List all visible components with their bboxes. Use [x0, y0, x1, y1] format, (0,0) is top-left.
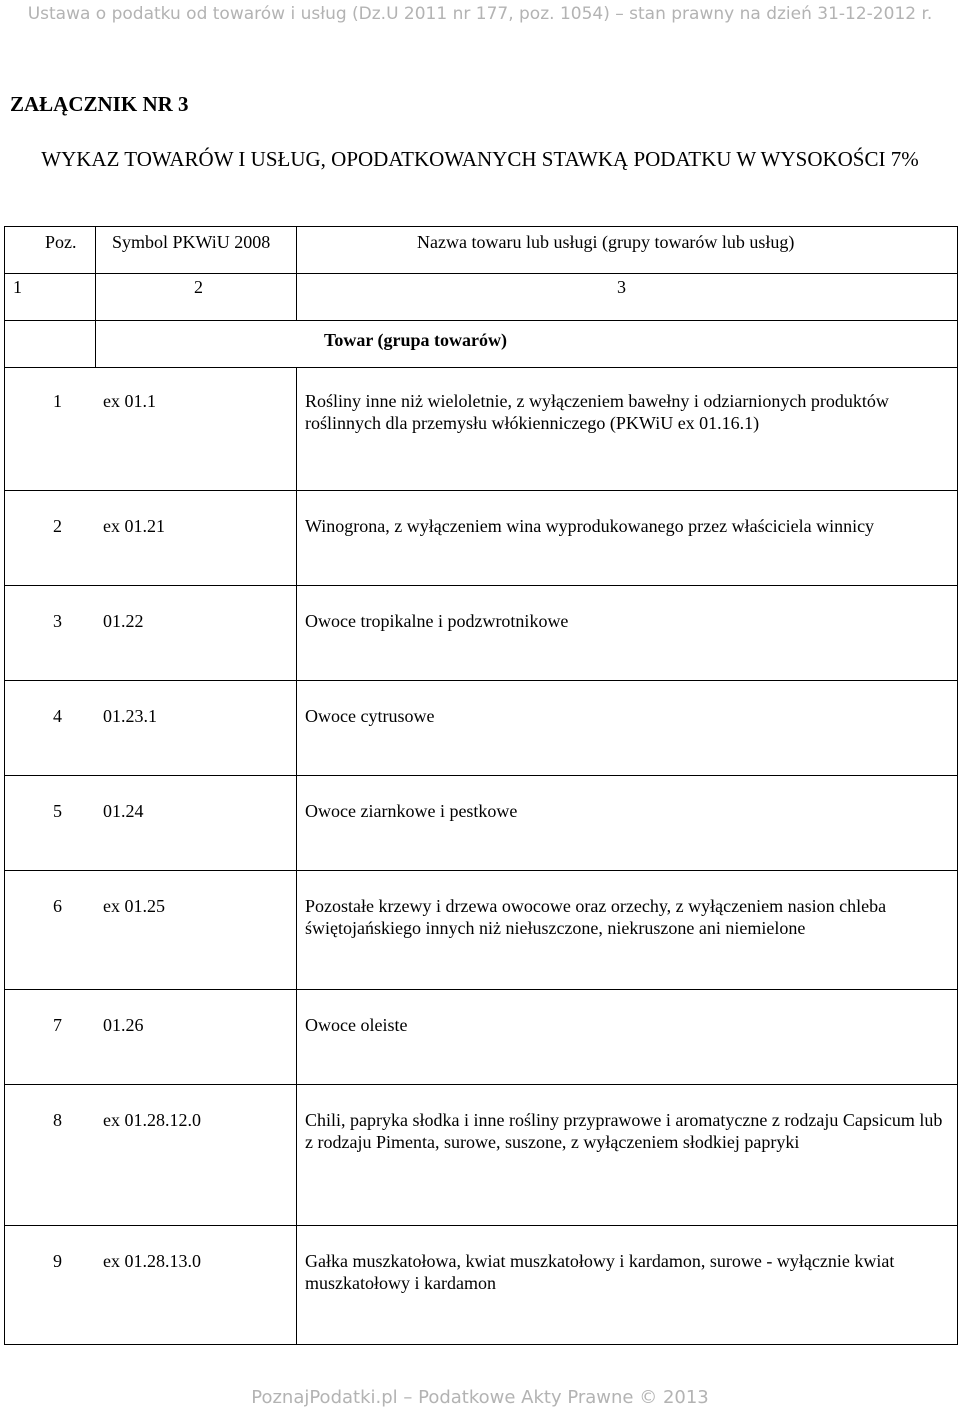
- table-row: [5, 586, 958, 681]
- row-name: Pozostałe krzewy i drzewa owocowe oraz orzechy, z wyłączeniem nasion chleba świętojańskiego innych niż niełuszczone, niekruszone ani niemielone: [297, 871, 958, 990]
- row-pos-symbol: 9 ex 01.28.13.0: [5, 1226, 297, 1345]
- row-pos-symbol: 2 ex 01.21: [5, 491, 297, 586]
- table-row: [5, 871, 958, 990]
- column-number-1: 1: [5, 274, 96, 321]
- group-label-cell: [96, 321, 958, 368]
- goods-table: [4, 226, 958, 1345]
- header-pos: Poz.: [5, 227, 96, 274]
- row-pos-symbol: 3 01.22: [5, 586, 297, 681]
- table-row: [5, 1226, 958, 1345]
- row-pos-symbol: 6 ex 01.25: [5, 871, 297, 990]
- row-name: Owoce cytrusowe: [297, 681, 958, 776]
- table-row: [5, 1085, 958, 1226]
- footer-note: PoznajPodatki.pl – Podatkowe Akty Prawne © 2013: [251, 1387, 709, 1408]
- row-name: Chili, papryka słodka i inne rośliny przyprawowe i aromatyczne z rodzaju Capsicum lub z rodzaju Pimenta, surowe, suszone, z wyłączeniem słodkiej papryki: [297, 1085, 958, 1226]
- header-symbol: Symbol PKWiU 2008: [96, 227, 297, 274]
- group-empty-cell: [5, 321, 96, 368]
- header-note: Ustawa o podatku od towarów i usług (Dz.U 2011 nr 177, poz. 1054) – stan prawny na dzień 31-12-2012 r.: [27, 4, 933, 24]
- row-pos-symbol: 8 ex 01.28.12.0: [5, 1085, 297, 1226]
- row-pos-symbol: 1 ex 01.1: [5, 368, 297, 491]
- table-row: [5, 368, 958, 491]
- document-title: WYKAZ TOWARÓW I USŁUG, OPODATKOWANYCH STAWKĄ PODATKU W WYSOKOŚCI 7%: [41, 147, 919, 171]
- table-row: [5, 491, 958, 586]
- row-pos-symbol: 4 01.23.1: [5, 681, 297, 776]
- table-row: [5, 681, 958, 776]
- group-label: Towar (grupa towarów): [324, 330, 507, 350]
- header-name: Nazwa towaru lub usługi (grupy towarów lub usług): [297, 227, 958, 274]
- row-name: Rośliny inne niż wieloletnie, z wyłączeniem bawełny i odziarnionych produktów roślinnych dla przemysłu włókienniczego (PKWiU ex 01.16.1): [297, 368, 958, 491]
- annex-title: ZAŁĄCZNIK NR 3: [10, 92, 189, 116]
- column-numbers-row: [5, 274, 958, 321]
- row-pos-symbol: 7 01.26: [5, 990, 297, 1085]
- table-row: [5, 776, 958, 871]
- column-number-3: 3: [297, 274, 958, 321]
- table-row: [5, 990, 958, 1085]
- column-number-2: 2: [96, 274, 297, 321]
- row-name: Owoce tropikalne i podzwrotnikowe: [297, 586, 958, 681]
- row-name: Owoce oleiste: [297, 990, 958, 1085]
- row-name: Owoce ziarnkowe i pestkowe: [297, 776, 958, 871]
- group-row: [5, 321, 958, 368]
- row-name: Gałka muszkatołowa, kwiat muszkatołowy i kardamon, surowe - wyłącznie kwiat muszkatołowy i kardamon: [297, 1226, 958, 1345]
- table-header-row: [5, 227, 958, 274]
- row-pos-symbol: 5 01.24: [5, 776, 297, 871]
- row-name: Winogrona, z wyłączeniem wina wyprodukowanego przez właściciela winnicy: [297, 491, 958, 586]
